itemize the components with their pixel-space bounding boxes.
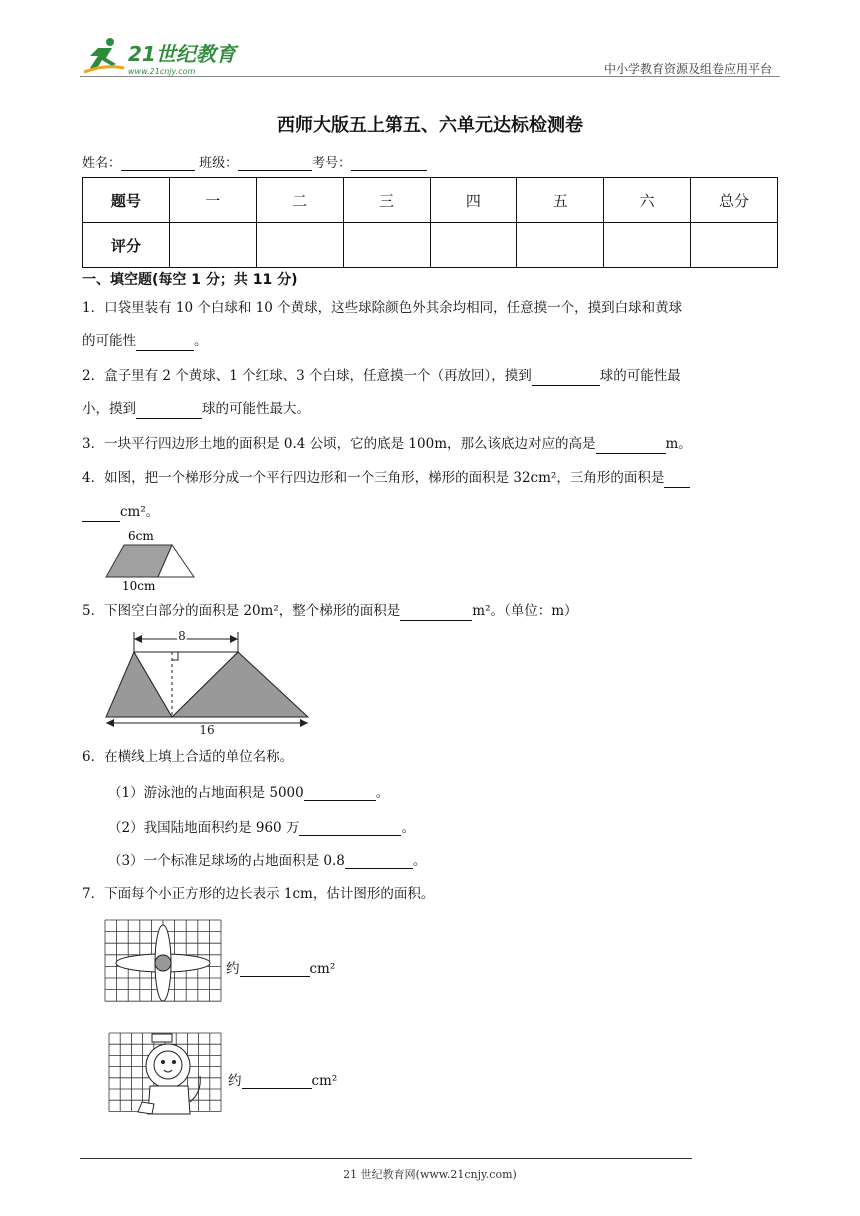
score-cell[interactable] [604, 223, 691, 268]
question-text: 2．盒子里有 2 个黄球、1 个红球、3 个白球，任意摸一个（再放回），摸到 [82, 368, 532, 384]
question-text: m²。（单位：m） [472, 603, 578, 619]
score-header-cell: 三 [343, 178, 430, 223]
score-table-header-row [83, 178, 778, 223]
answer-blank[interactable] [664, 473, 690, 488]
question-1-line1: 1．口袋里装有 10 个白球和 10 个黄球，这些球除颜色外其余均相同，任意摸一个，摸到白球和黄球 [82, 300, 683, 316]
question-5 [82, 601, 782, 621]
arrow-icon [106, 719, 114, 727]
score-header-cell: 一 [169, 178, 256, 223]
question-6-2 [108, 816, 415, 836]
question-text: 小，摸到 [82, 401, 136, 417]
answer-blank[interactable] [596, 439, 666, 454]
answer-blank[interactable] [136, 404, 202, 419]
question-text: （1）游泳池的占地面积是 5000 [108, 785, 304, 801]
question-text: 5．下图空白部分的面积是 20m²，整个梯形的面积是 [82, 603, 401, 619]
logo [76, 34, 256, 78]
question-7-answer-1 [226, 957, 335, 977]
question-text: 的可能性 [82, 333, 136, 349]
question-2-line1 [82, 366, 782, 386]
score-table-score-row [83, 223, 778, 268]
answer-blank[interactable] [299, 821, 401, 836]
question-6: 6．在横线上填上合适的单位名称。 [82, 749, 294, 765]
figure-label: 10cm [122, 579, 156, 593]
score-cell[interactable] [430, 223, 517, 268]
grid-figure-lion [108, 1032, 222, 1118]
runner-icon [84, 38, 124, 72]
figure-label: 6cm [128, 529, 154, 543]
score-cell[interactable] [517, 223, 604, 268]
class-label: 班级： [199, 156, 239, 171]
logo-text: 21世纪教育 [128, 42, 236, 66]
question-text: 。 [412, 853, 427, 869]
name-label: 姓名： [82, 156, 122, 171]
score-row-label: 评分 [83, 223, 170, 268]
question-7: 7．下面每个小正方形的边长表示 1cm，估计图形的面积。 [82, 886, 435, 902]
trapezoid-shaded-figure [100, 628, 314, 740]
number-label: 考号： [312, 156, 352, 171]
question-text: 4．如图，把一个梯形分成一个平行四边形和一个三角形，梯形的面积是 32cm²，三角形的面积是 [82, 470, 665, 486]
score-header-cell: 总分 [691, 178, 778, 223]
score-table [82, 177, 778, 268]
question-text: 约 [226, 961, 240, 977]
question-3 [82, 434, 782, 454]
class-blank[interactable] [238, 156, 312, 171]
question-text: 球的可能性最大。 [202, 401, 310, 417]
score-cell[interactable] [691, 223, 778, 268]
answer-blank[interactable] [345, 854, 413, 869]
arrow-icon [134, 635, 142, 643]
answer-blank[interactable] [532, 371, 600, 386]
score-header-cell: 六 [604, 178, 691, 223]
number-blank[interactable] [351, 156, 427, 171]
grid-figure-cross [104, 919, 224, 1008]
answer-blank[interactable] [400, 606, 472, 621]
footer-text: 21 世纪教育网(www.21cnjy.com) [343, 1168, 517, 1181]
score-header-cell: 二 [256, 178, 343, 223]
center-circle [155, 955, 171, 971]
question-text: cm² [311, 1073, 338, 1089]
logo-url: www.21cnjy.com [128, 67, 196, 76]
score-header-cell: 四 [430, 178, 517, 223]
arrow-icon [300, 719, 308, 727]
question-7-answer-2 [228, 1069, 337, 1089]
question-text: cm²。 [120, 504, 160, 520]
answer-blank[interactable] [82, 507, 120, 522]
question-text: 3．一块平行四边形土地的面积是 0.4 公顷，它的底是 100m，那么该底边对应的高是 [82, 436, 596, 452]
figure-label: 8 [178, 629, 186, 643]
answer-blank[interactable] [136, 336, 194, 351]
footer-divider [80, 1158, 692, 1159]
figure-label: 16 [199, 723, 215, 737]
score-cell[interactable] [343, 223, 430, 268]
answer-blank[interactable] [242, 1074, 312, 1089]
score-cell[interactable] [169, 223, 256, 268]
student-info [82, 152, 427, 171]
lion-icon [138, 1034, 200, 1114]
question-6-1 [108, 781, 389, 801]
question-text: （2）我国陆地面积约是 960 万 [108, 820, 300, 836]
score-header-cell: 题号 [83, 178, 170, 223]
question-text: 。 [375, 785, 390, 801]
score-cell[interactable] [256, 223, 343, 268]
question-2-line2 [82, 399, 782, 419]
header-divider [80, 76, 780, 77]
question-6-3 [108, 849, 426, 869]
answer-blank[interactable] [304, 786, 376, 801]
question-text: 球的可能性最 [599, 368, 681, 384]
trapezoid-figure [100, 527, 200, 593]
section-heading: 一、填空题(每空 1 分；共 11 分) [82, 272, 298, 288]
name-blank[interactable] [121, 156, 195, 171]
platform-label: 中小学教育资源及组卷应用平台 [603, 62, 772, 76]
arrow-icon [230, 635, 238, 643]
question-text: 。 [194, 333, 208, 349]
question-text: 。 [401, 820, 415, 836]
score-header-cell: 五 [517, 178, 604, 223]
answer-blank[interactable] [240, 962, 310, 977]
question-4-line1 [82, 468, 782, 488]
page-title: 西师大版五上第五、六单元达标检测卷 [277, 115, 583, 136]
question-1-line2 [82, 331, 782, 351]
question-4-line2 [82, 502, 782, 522]
question-text: cm² [309, 961, 336, 977]
question-text: 约 [228, 1073, 242, 1089]
question-text: （3）一个标准足球场的占地面积是 0.8 [108, 853, 345, 869]
question-text: m。 [665, 436, 692, 452]
